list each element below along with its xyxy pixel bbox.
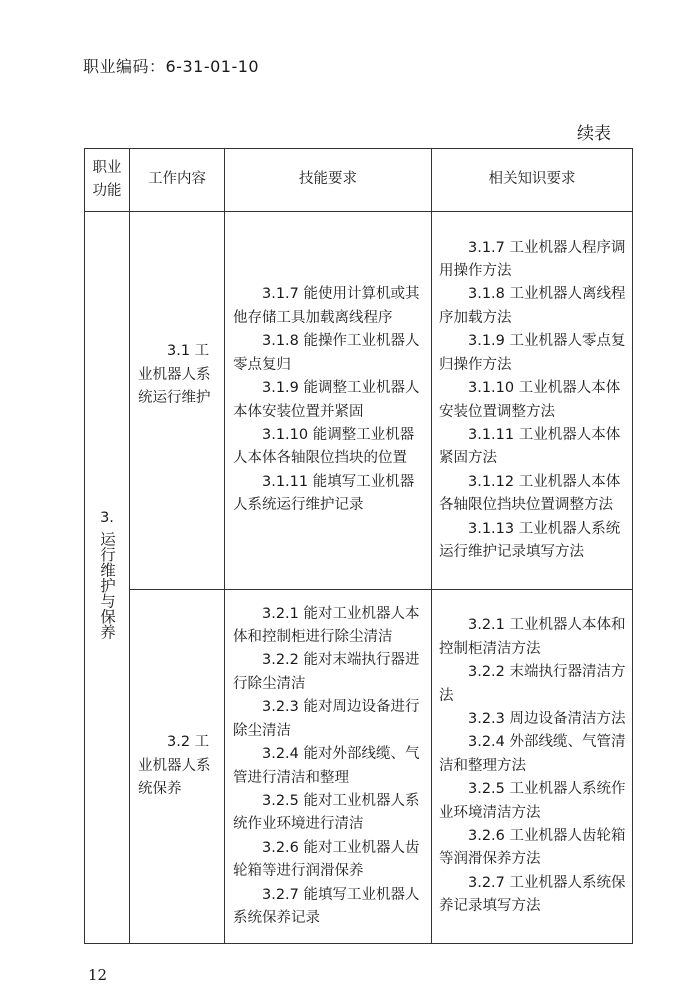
list-item: 3.2.2 能对末端执行器进行除尘清洁 [233, 652, 420, 692]
list-item: 3.1.10 能调整工业机器人本体各轴限位挡块的位置 [233, 426, 415, 467]
list-item: 3.1.8 能操作工业机器人零点复归 [233, 333, 420, 373]
list-item: 3.1.13 工业机器人系统运行维护记录填写方法 [439, 520, 621, 560]
list-item: 3.1.11 工业机器人本体紧固方法 [439, 426, 621, 467]
list-item: 3.1.9 能调整工业机器人本体安装位置并紧固 [233, 380, 420, 420]
knowledge-cell [432, 590, 633, 944]
list-item: 3.2.3 能对周边设备进行除尘清洁 [233, 699, 420, 739]
content-cell: 3.1 工业机器人系统运行维护 [130, 212, 225, 590]
list-item: 3.1.10 工业机器人本体安装位置调整方法 [439, 380, 621, 420]
header-knowledge: 相关知识要求 [432, 149, 633, 212]
page-number: 12 [88, 966, 108, 984]
list-item: 3.2.4 外部线缆、气管清洁和整理方法 [439, 734, 626, 774]
list-item: 3.2.1 能对工业机器人本体和控制柜进行除尘清洁 [233, 605, 420, 646]
list-item: 3.2.3 周边设备清洁方法 [468, 710, 626, 727]
list-item: 3.2.5 工业机器人系统作业环境清洁方法 [439, 781, 626, 821]
header-skills: 技能要求 [225, 149, 432, 212]
continued-label: 续表 [577, 124, 611, 144]
function-text: 运行维护与保养 [98, 530, 116, 640]
list-item: 3.2.7 能填写工业机器人系统保养记录 [233, 886, 420, 926]
skills-cell [225, 590, 432, 944]
list-item: 3.2.1 工业机器人本体和控制柜清洁方法 [439, 617, 626, 657]
list-item: 3.1.8 工业机器人离线程序加载方法 [439, 286, 626, 326]
header-content: 工作内容 [130, 149, 225, 212]
content-cell: 3.2 工业机器人系统保养 [130, 590, 225, 944]
occupation-code: 职业编码：6-31-01-10 [83, 57, 260, 76]
knowledge-cell [432, 212, 633, 590]
list-item: 3.2.2 末端执行器清洁方法 [439, 664, 626, 704]
list-item: 3.2.4 能对外部线缆、气管进行清洁和整理 [233, 746, 420, 786]
list-item: 3.2.6 能对工业机器人齿轮箱等进行润滑保养 [233, 839, 420, 880]
list-item: 3.2.7 工业机器人系统保养记录填写方法 [439, 874, 626, 915]
table-row [85, 590, 633, 944]
table-row [85, 212, 633, 590]
skills-table [84, 148, 633, 944]
list-item: 3.1.9 工业机器人零点复归操作方法 [439, 333, 626, 373]
list-item: 3.1.7 能使用计算机或其他存储工具加载离线程序 [233, 286, 420, 326]
header-function: 职业功能 [85, 149, 130, 212]
list-item: 3.2.6 工业机器人齿轮箱等润滑保养方法 [439, 828, 626, 868]
list-item: 3.1.11 能填写工业机器人系统运行维护记录 [233, 473, 415, 514]
function-number: 3. [100, 510, 114, 527]
list-item: 3.2.5 能对工业机器人系统作业环境进行清洁 [233, 792, 420, 833]
skills-cell [225, 212, 432, 590]
list-item: 3.1.7 工业机器人程序调用操作方法 [439, 239, 626, 280]
list-item: 3.1.12 工业机器人本体各轴限位挡块位置调整方法 [439, 473, 621, 514]
function-cell [85, 212, 130, 944]
table-header-row [85, 149, 633, 212]
